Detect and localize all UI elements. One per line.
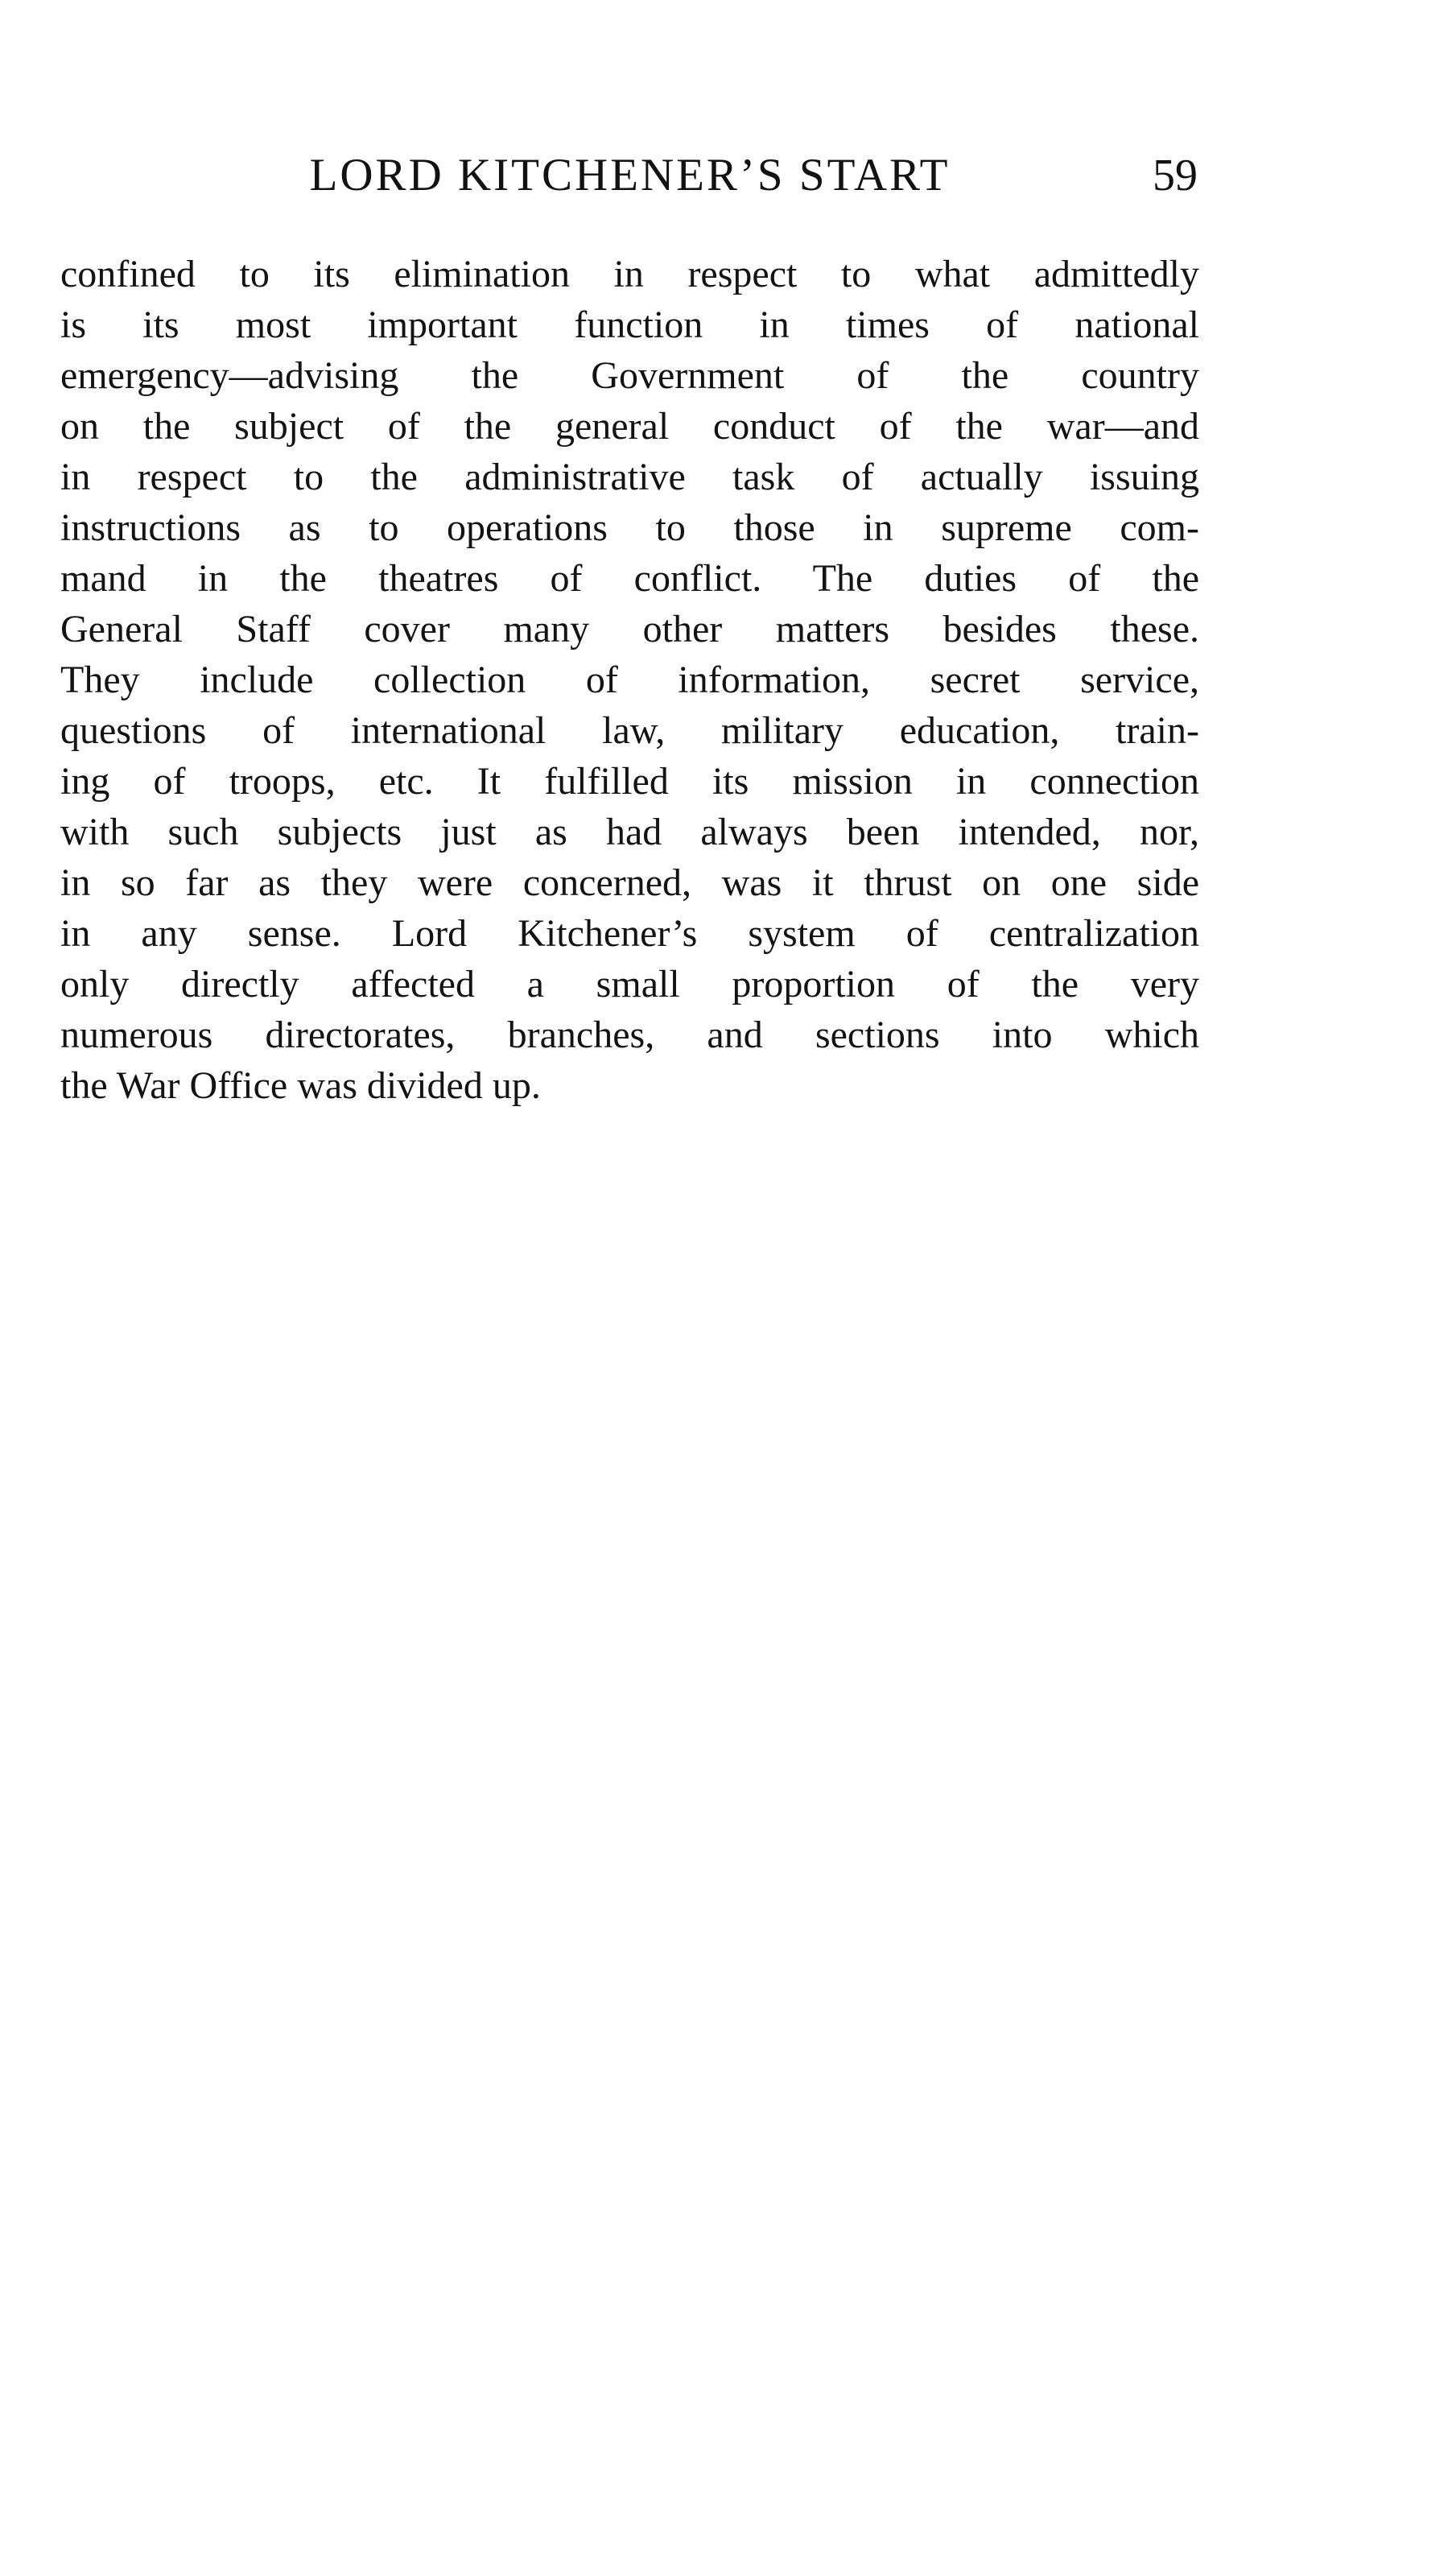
text-line: is its most important function in times of national: [60, 304, 1199, 346]
text-line: mand in the theatres of conflict. The duties of the: [60, 557, 1199, 600]
text-line: numerous directorates, branches, and sections into which: [60, 1014, 1199, 1056]
text-line: in respect to the administrative task of actually issuing: [60, 456, 1199, 498]
page-number: 59: [1153, 151, 1198, 200]
page-heading: LORD KITCHENER’S START: [309, 150, 951, 200]
text-line: questions of international law, military education, train-: [60, 709, 1199, 752]
text-line: emergency—advising the Government of the country: [60, 354, 1199, 397]
page-header: [60, 147, 1199, 204]
text-line: ing of troops, etc. It fulfilled its mission in connection: [60, 760, 1199, 803]
text-line: on the subject of the general conduct of the war—and: [60, 405, 1199, 448]
text-line: the War Office was divided up.: [60, 1064, 541, 1107]
text-line: with such subjects just as had always been intended, nor,: [60, 811, 1199, 853]
body-paragraph: [60, 249, 1199, 1111]
text-line: instructions as to operations to those in supreme com-: [60, 506, 1199, 549]
text-line: General Staff cover many other matters besides these.: [60, 608, 1199, 650]
text-line: They include collection of information, secret service,: [60, 659, 1199, 701]
text-line: in any sense. Lord Kitchener’s system of centralization: [60, 912, 1199, 955]
text-line: in so far as they were concerned, was it thrust on one side: [60, 861, 1199, 904]
text-line: only directly affected a small proportion of the very: [60, 963, 1199, 1006]
text-line: confined to its elimination in respect to what admittedly: [60, 253, 1199, 295]
